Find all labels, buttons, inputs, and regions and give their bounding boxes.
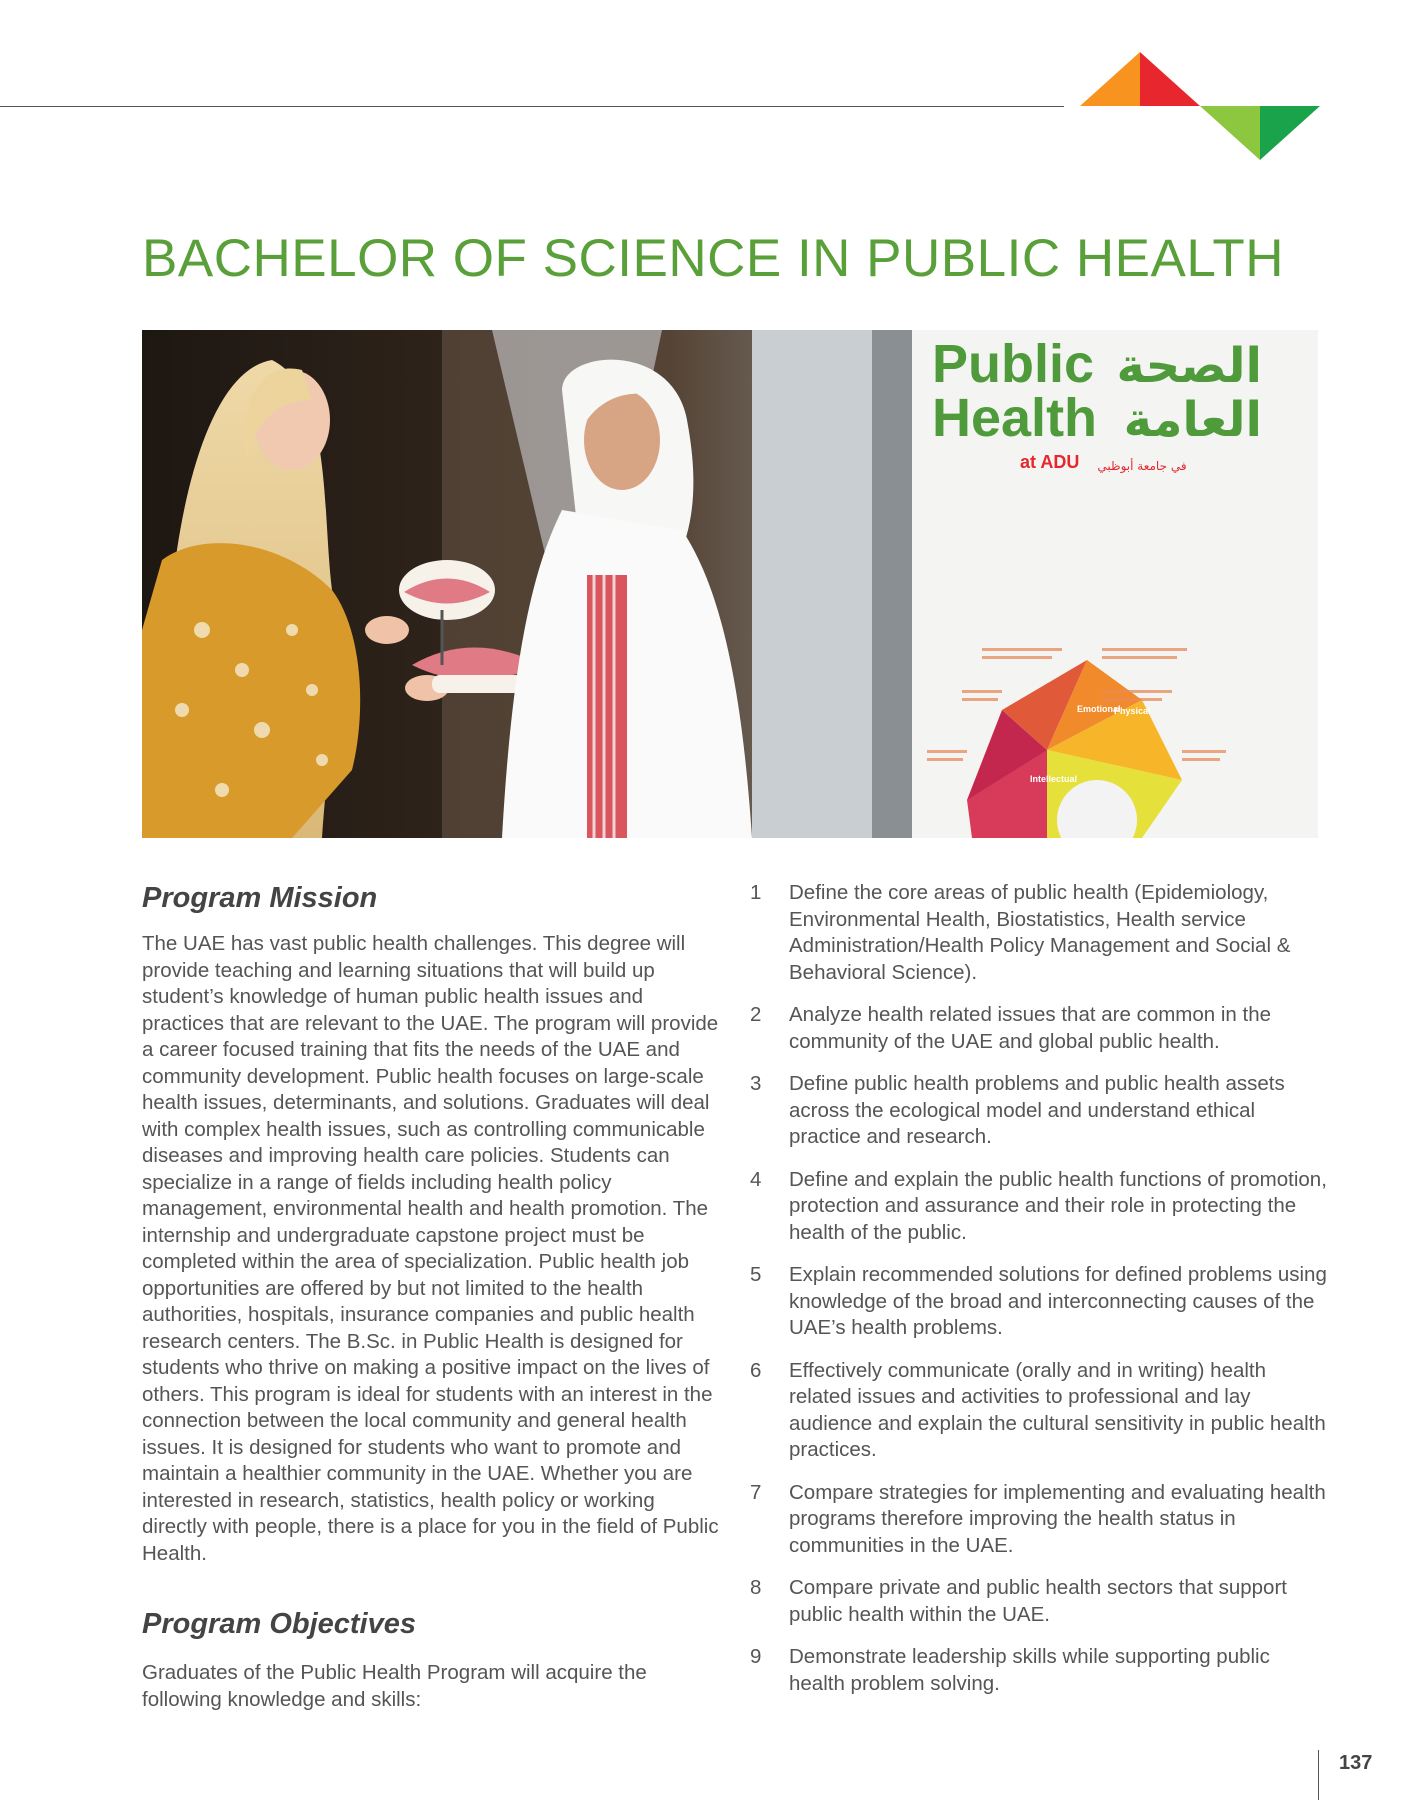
banner-arabic-sub: في جامعة أبوظبي: [1097, 459, 1187, 473]
program-objectives-intro: Graduates of the Public Health Program will acquire the following knowledge and skills:: [142, 1661, 647, 1711]
objectives-list: [742, 880, 1327, 1713]
program-mission-heading: Program Mission: [142, 882, 378, 914]
list-item: [742, 1167, 1327, 1247]
list-item-number: 2: [750, 1003, 762, 1026]
banner-arabic-line1: الصحة: [1116, 338, 1262, 394]
list-item: [742, 880, 1327, 986]
list-item: [742, 1071, 1327, 1151]
list-item: [742, 1358, 1327, 1464]
list-item-number: 7: [750, 1480, 762, 1504]
list-item-text: Define the core areas of public health (Epidemiology, Environmental Health, Biostatistics, Health service Administration/Health Policy Management and Social & Behavioral Science).: [789, 881, 1291, 984]
list-item-text: Define public health problems and public health assets across the ecological model and understand ethical practice and research.: [789, 1072, 1285, 1148]
list-item: [742, 1644, 1327, 1697]
page-number: 137: [1339, 1752, 1373, 1774]
wheel-label-intellectual: Intellectual: [1030, 774, 1078, 784]
page-number-rule: [1318, 1750, 1319, 1800]
wheel-label-emotional: Emotional: [1077, 704, 1121, 714]
banner-subtitle: at ADU: [1020, 452, 1080, 472]
list-item: [742, 1575, 1327, 1628]
logo-green-triangle: [1260, 106, 1320, 160]
list-item: [742, 1262, 1327, 1342]
list-item-number: 3: [750, 1072, 762, 1095]
banner-arabic-line2: العامة: [1123, 392, 1262, 448]
logo-red-triangle: [1140, 52, 1200, 106]
list-item-text: Demonstrate leadership skills while supporting public health problem solving.: [789, 1645, 1270, 1695]
program-objectives-heading: Program Objectives: [142, 1608, 416, 1640]
list-item-number: 5: [750, 1263, 762, 1286]
banner-title-line2: Health: [932, 388, 1098, 448]
list-item-text: Define and explain the public health functions of promotion, protection and assurance and their role in protecting the health of the public.: [789, 1167, 1327, 1244]
list-item-number: 9: [750, 1645, 762, 1668]
list-item-text: Analyze health related issues that are common in the community of the UAE and global public health.: [789, 1003, 1272, 1053]
list-item-number: 6: [750, 1358, 762, 1382]
list-item: [742, 1480, 1327, 1560]
page-title: BACHELOR OF SCIENCE IN PUBLIC HEALTH: [142, 229, 1285, 288]
logo-lightgreen-triangle: [1200, 106, 1260, 160]
university-logo-triangles: [1080, 50, 1320, 162]
header-rule: [0, 106, 1064, 107]
banner-title-line1: Public: [932, 334, 1095, 394]
list-item-text: Explain recommended solutions for defined problems using knowledge of the broad and interconnecting causes of the UAE’s health problems.: [789, 1263, 1327, 1339]
list-item-number: 8: [750, 1576, 762, 1599]
list-item-text: Compare private and public health sectors that support public health within the UAE.: [789, 1576, 1287, 1626]
list-item-number: 1: [750, 881, 762, 904]
logo-orange-triangle: [1080, 52, 1140, 106]
list-item-text: Compare strategies for implementing and evaluating health programs therefore improving the health status in communities in the UAE.: [789, 1480, 1326, 1557]
list-item-text: Effectively communicate (orally and in writing) health related issues and activities to professional and lay audience and explain the cultural sensitivity in public health practices.: [789, 1358, 1326, 1461]
list-item-number: 4: [750, 1167, 762, 1191]
list-item: [742, 1002, 1327, 1055]
program-mission-text: The UAE has vast public health challenges. This degree will provide teaching and learning situations that will build up student’s knowledge of human public health issues and practices that are relevant to the UAE. The program will provide a career focused training that fits the needs of the UAE and community development. Public health focuses on large-scale health issues, determinants, and solutions. Graduates will deal with complex health issues, such as controlling communicable diseases and improving health care policies. Students can specialize in a range of fields including health policy management, environmental health and health promotion. The internship and undergraduate capstone project must be completed within the area of specialization. Public health job opportunities are offered by but not limited to the health authorities, hospitals, insurance companies and public health research centers. The B.Sc. in Public Health is designed for students who thrive on making a positive impact on the lives of others. This program is ideal for students with an interest in the connection between the local community and general health issues. It is designed for students who want to promote and maintain a healthier community in the UAE. Whether you are interested in research, statistics, health policy or working directly with people, there is a place for you in the field of Public Health.: [142, 932, 719, 1565]
hero-photo: [142, 330, 1318, 838]
wheel-label-physical: Physical: [1114, 706, 1151, 716]
